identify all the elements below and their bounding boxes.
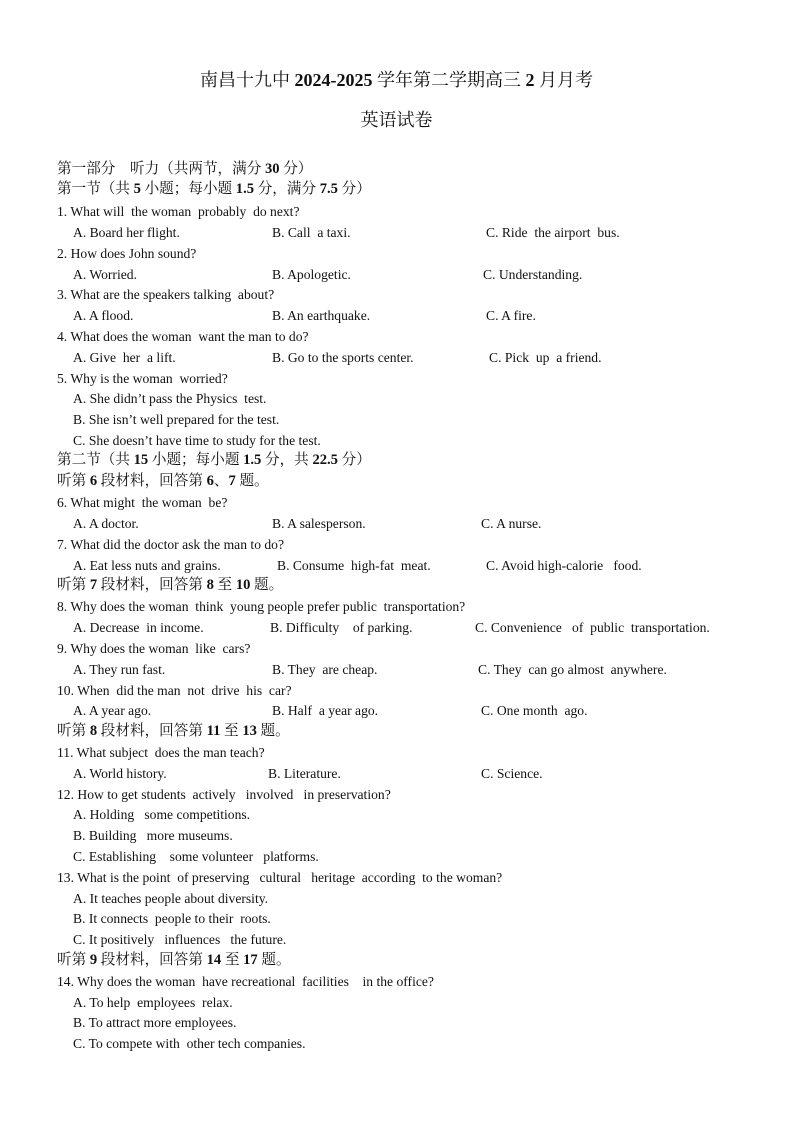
question-6: 6. What might the woman be? [57, 495, 228, 510]
option-14a: A. To help employees relax. [73, 995, 233, 1010]
section-heading: 第二节（共 15 小题；每小题 1.5 分，共 22.5 分） [57, 452, 371, 468]
option-2a: A. Worried. [73, 267, 137, 282]
question-11: 11. What subject does the man teach? [57, 745, 265, 760]
option-6a: A. A doctor. [73, 516, 139, 531]
option-5c: C. She doesn’t have time to study for the test. [73, 433, 321, 448]
option-13c: C. It positively influences the future. [73, 932, 287, 947]
question-13: 13. What is the point of preserving cultural heritage according to the woman? [57, 870, 503, 885]
question-9: 9. Why does the woman like cars? [57, 641, 251, 656]
option-6c: C. A nurse. [481, 516, 542, 531]
option-2b: B. Apologetic. [272, 267, 351, 282]
option-4a: A. Give her a lift. [73, 350, 176, 365]
option-1c: C. Ride the airport bus. [486, 225, 620, 240]
group-heading: 听第 8 段材料，回答第 11 至 13 题。 [57, 723, 290, 739]
option-1a: A. Board her flight. [73, 225, 180, 240]
option-11c: C. Science. [481, 766, 543, 781]
question-7: 7. What did the doctor ask the man to do? [57, 537, 285, 552]
option-6b: B. A salesperson. [272, 516, 366, 531]
option-10c: C. One month ago. [481, 703, 588, 718]
option-7c: C. Avoid high-calorie food. [486, 558, 642, 573]
question-4: 4. What does the woman want the man to do? [57, 329, 309, 344]
option-14b: B. To attract more employees. [73, 1015, 237, 1030]
question-8: 8. Why does the woman think young people prefer public transportation? [57, 599, 466, 614]
question-12: 12. How to get students actively involved in preservation? [57, 787, 391, 802]
option-13b: B. It connects people to their roots. [73, 911, 271, 926]
exam-subtitle: 英语试卷 [360, 110, 433, 130]
option-5a: A. She didn’t pass the Physics test. [73, 391, 267, 406]
part-heading: 第一部分 听力（共两节，满分 30 分） [57, 161, 313, 177]
group-heading: 听第 7 段材料，回答第 8 至 10 题。 [57, 577, 284, 593]
option-8b: B. Difficulty of parking. [270, 620, 413, 635]
option-7b: B. Consume high-fat meat. [277, 558, 431, 573]
option-8a: A. Decrease in income. [73, 620, 204, 635]
question-10: 10. When did the man not drive his car? [57, 683, 292, 698]
option-1b: B. Call a taxi. [272, 225, 351, 240]
option-10a: A. A year ago. [73, 703, 152, 718]
question-5: 5. Why is the woman worried? [57, 371, 228, 386]
option-5b: B. She isn’t well prepared for the test. [73, 412, 280, 427]
option-4b: B. Go to the sports center. [272, 350, 414, 365]
question-14: 14. Why does the woman have recreational facilities in the office? [57, 974, 434, 989]
option-12c: C. Establishing some volunteer platforms. [73, 849, 319, 864]
option-7a: A. Eat less nuts and grains. [73, 558, 221, 573]
option-12a: A. Holding some competitions. [73, 807, 251, 822]
option-8c: C. Convenience of public transportation. [475, 620, 710, 635]
option-3c: C. A fire. [486, 308, 536, 323]
option-13a: A. It teaches people about diversity. [73, 891, 269, 906]
option-11a: A. World history. [73, 766, 167, 781]
section-heading: 第一节（共 5 小题；每小题 1.5 分，满分 7.5 分） [57, 181, 371, 197]
option-3b: B. An earthquake. [272, 308, 371, 323]
option-9a: A. They run fast. [73, 662, 166, 677]
exam-title: 南昌十九中 2024-2025 学年第二学期高三 2 月月考 [200, 70, 593, 90]
option-9b: B. They are cheap. [272, 662, 378, 677]
option-12b: B. Building more museums. [73, 828, 233, 843]
option-11b: B. Literature. [268, 766, 341, 781]
option-3a: A. A flood. [73, 308, 134, 323]
question-3: 3. What are the speakers talking about? [57, 287, 275, 302]
group-heading: 听第 6 段材料，回答第 6、7 题。 [57, 473, 269, 489]
option-14c: C. To compete with other tech companies. [73, 1036, 306, 1051]
question-2: 2. How does John sound? [57, 246, 197, 261]
option-10b: B. Half a year ago. [272, 703, 379, 718]
option-9c: C. They can go almost anywhere. [478, 662, 667, 677]
group-heading: 听第 9 段材料，回答第 14 至 17 题。 [57, 952, 291, 968]
question-1: 1. What will the woman probably do next? [57, 204, 300, 219]
option-2c: C. Understanding. [483, 267, 583, 282]
option-4c: C. Pick up a friend. [489, 350, 602, 365]
